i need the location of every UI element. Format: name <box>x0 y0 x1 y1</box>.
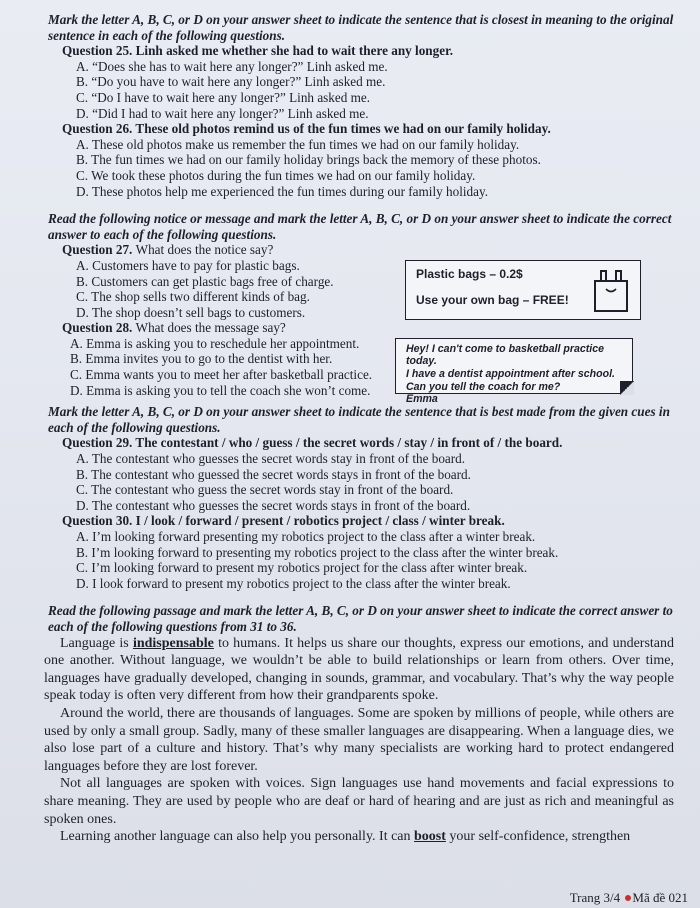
option-b[interactable]: B. I’m looking forward to presenting my robotics project to the class after the winter break. <box>76 544 559 560</box>
option-a[interactable]: A. I’m looking forward presenting my robotics project to the class after a winter break. <box>76 529 536 544</box>
question-27 <box>62 242 674 258</box>
shopping-bag-icon <box>592 267 630 318</box>
shop-notice <box>405 260 641 320</box>
question-text: What does the message say? <box>135 320 286 336</box>
passage-paragraph-1: Language is indispensable to humans. It helps us share our thoughts, express our emotions, and understand one another. Without language, we wouldn’t be able to build relationships or learn from others. Over time, languages have gradually developed, changing in sounds, grammar, and vocabulary. That’s why the way people speak today is often very different from how their grandparents spoke. <box>44 635 675 704</box>
message-line: Can you tell the coach for me? <box>406 380 561 393</box>
question-26 <box>62 121 674 137</box>
question-28-body <box>42 335 674 406</box>
message-line: I have a dentist appointment after school. <box>406 368 615 381</box>
page-footer <box>570 890 688 906</box>
option-d[interactable]: D. I look forward to present my robotics project to the class after the winter break. <box>76 575 511 591</box>
passage-paragraph-2: Around the world, there are thousands of languages. Some are spoken by millions of people, while others are used by only a small group. Sadly, many of these smaller languages are disappearing. When a language dies, we also lose part of a culture and history. That’s why many specialists are working hard to protect endangered languages before they are lost forever. <box>44 705 674 774</box>
option-d[interactable]: D. These photos help me experienced the fun times during our family holiday. <box>76 183 489 199</box>
question-label: Question 29. <box>62 435 133 451</box>
question-label: Question 25. <box>62 43 133 59</box>
question-text: The contestant / who / guess / the secret words / stay / in front of / the board. <box>135 435 563 451</box>
question-27-body <box>42 258 674 320</box>
highlighted-word: indispensable <box>132 635 214 651</box>
option-b[interactable]: B. Emma invites you to go to the dentist with her. <box>70 351 333 367</box>
notice-free-line: Use your own bag – FREE! <box>416 292 569 307</box>
exam-code: Mã đề 021 <box>632 890 688 906</box>
dot-marker <box>625 895 631 901</box>
option-c[interactable]: C. Emma wants you to meet her after basketball practice. <box>70 367 373 383</box>
question-text: Linh asked me whether she had to wait there any longer. <box>135 43 454 59</box>
option-a[interactable]: A. These old photos make us remember the fun times we had on our family holiday. <box>76 136 520 152</box>
option-d[interactable]: D. The contestant who guesses the secret words stays in front of the board. <box>76 497 471 513</box>
question-label: Question 28. <box>62 320 133 336</box>
option-a[interactable]: A. Customers have to pay for plastic bags. <box>76 257 300 273</box>
option-c[interactable]: C. “Do I have to wait here any longer?” Linh asked me. <box>76 89 371 105</box>
reading-passage <box>44 635 674 846</box>
page-number: Trang 3/4 <box>569 890 621 906</box>
option-b[interactable]: B. The contestant who guessed the secret words stays in front of the board. <box>76 466 471 482</box>
question-label: Question 27. <box>62 242 133 258</box>
question-label: Question 26. <box>62 121 133 137</box>
question-label: Question 30. <box>62 513 133 529</box>
option-b[interactable]: B. The fun times we had on our family holiday brings back the memory of these photos. <box>76 152 541 168</box>
question-30 <box>62 513 674 529</box>
option-b[interactable]: B. “Do you have to wait here any longer?” Linh asked me. <box>76 74 386 90</box>
message-signature: Emma <box>406 393 438 406</box>
section4-instruction: Read the following passage and mark the letter A, B, C, or D on your answer sheet to indicate the correct answer to each of the following questions from 31 to 36. <box>48 603 673 634</box>
passage-paragraph-4: Learning another language can also help you personally. It can boost your self-confidence, strengthen <box>60 829 631 845</box>
section1-instruction: Mark the letter A, B, C, or D on your answer sheet to indicate the sentence that is closest in meaning to the original sentence in each of the following questions. <box>48 12 674 43</box>
question-29 <box>62 435 674 451</box>
folded-corner <box>620 381 634 395</box>
option-d[interactable]: D. Emma is asking you to tell the coach she won’t come. <box>70 382 371 398</box>
message-line: Hey! I can't come to basketball practice today. <box>406 342 604 368</box>
section2-instruction: Read the following notice or message and mark the letter A, B, C, or D on your answer sheet to indicate the correct answer to each of the following questions. <box>48 211 672 242</box>
question-text: These old photos remind us of the fun times we had on our family holiday. <box>135 121 551 137</box>
question-28 <box>62 320 674 336</box>
option-b[interactable]: B. Customers can get plastic bags free of charge. <box>76 273 334 289</box>
section3-instruction: Mark the letter A, B, C, or D on your answer sheet to indicate the sentence that is best made from the given cues in each of the following questions. <box>48 404 670 435</box>
option-a[interactable]: A. Emma is asking you to reschedule her appointment. <box>70 335 360 351</box>
option-c[interactable]: C. The shop sells two different kinds of bag. <box>76 289 310 305</box>
highlighted-word: boost <box>414 829 446 845</box>
option-c[interactable]: C. The contestant who guess the secret words stay in front of the board. <box>76 482 454 498</box>
passage-paragraph-3: Not all languages are spoken with voices. Sign languages use hand movements and facial expressions to share meaning. They are used by people who are deaf or hard of hearing and are just as rich and meaningful as spoken ones. <box>44 776 674 827</box>
question-text: What does the notice say? <box>135 242 274 258</box>
notice-price-line: Plastic bags – 0.2$ <box>416 266 523 281</box>
option-c[interactable]: C. I’m looking forward to present my robotics project for the class after winter break. <box>76 560 528 576</box>
emma-message <box>395 338 633 406</box>
option-a[interactable]: A. The contestant who guesses the secret words stay in front of the board. <box>76 451 466 467</box>
question-25 <box>62 43 674 59</box>
option-d[interactable]: D. “Did I had to wait here any longer?” Linh asked me. <box>76 105 369 121</box>
option-a[interactable]: A. “Does she has to wait here any longer?” Linh asked me. <box>76 58 388 74</box>
question-text: I / look / forward / present / robotics project / class / winter break. <box>135 513 505 529</box>
option-d[interactable]: D. The shop doesn’t sell bags to customers. <box>76 304 306 320</box>
option-c[interactable]: C. We took these photos during the fun times we had on our family holiday. <box>76 167 476 183</box>
